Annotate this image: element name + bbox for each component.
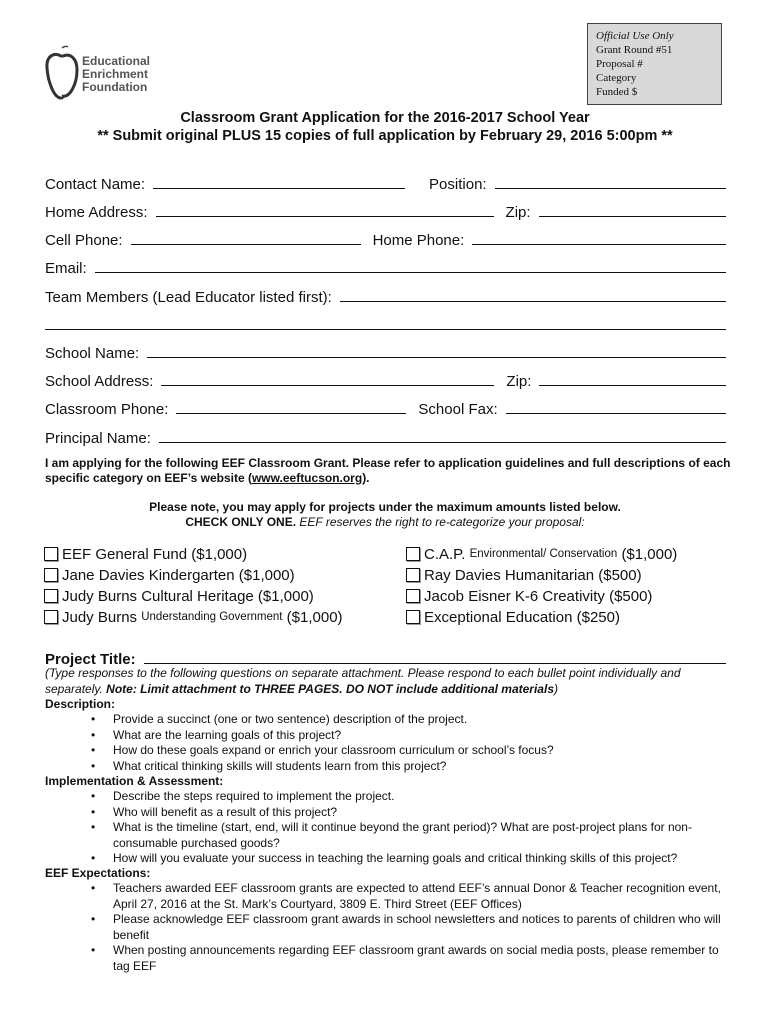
grant-label: EEF General Fund ($1,000) [62, 545, 248, 563]
applying-text-end: ). [362, 471, 370, 485]
team-members-label: Team Members (Lead Educator listed first): [45, 289, 332, 306]
list-item: • How do these goals expand or enrich your classroom curriculum or school’s focus? [45, 743, 730, 759]
grant-options-right [406, 544, 677, 627]
logo-line: Foundation [82, 80, 148, 94]
grant-label: Ray Davies Humanitarian ($500) [424, 566, 642, 584]
grant-option-ray-davies[interactable] [406, 565, 677, 585]
grant-option-eef-general-fund[interactable] [44, 544, 343, 564]
email-row [45, 255, 726, 277]
list-item: • When posting announcements regarding EEF classroom grant awards on social media posts, please remember to tag EEF [45, 943, 730, 974]
list-item: • What are the learning goals of this project? [45, 728, 730, 744]
grant-label: Judy Burns Cultural Heritage ($1,000) [62, 587, 314, 605]
position-field[interactable] [495, 187, 726, 189]
grant-label: C.A.P. [424, 545, 466, 563]
description-list [45, 712, 730, 774]
official-use-line: Category [596, 72, 637, 84]
official-use-box [587, 23, 722, 105]
school-name-field[interactable] [147, 356, 726, 358]
grant-label-amount: ($1,000) [286, 608, 343, 626]
position-label: Position: [429, 176, 487, 193]
school-name-row [45, 340, 726, 362]
checkbox[interactable] [406, 589, 420, 603]
list-item: • Please acknowledge EEF classroom grant awards in school newsletters and notices to parents of children who will benefit [45, 912, 730, 943]
grant-label: Judy Burns [62, 608, 138, 626]
contact-name-field[interactable] [153, 187, 405, 189]
submission-deadline: ** Submit original PLUS 15 copies of full application by February 29, 2016 5:00pm ** [97, 128, 673, 144]
classroom-phone-field[interactable] [176, 412, 406, 414]
description-heading: Description: [45, 697, 116, 711]
instructions-text: (Type responses to the following questions on separate attachment. Please respond to each bullet point individually and separately. [45, 666, 681, 696]
team-members-field[interactable] [340, 300, 726, 302]
home-address-row [45, 199, 726, 221]
project-title-row [45, 646, 726, 668]
apple-icon [44, 44, 80, 104]
contact-name-label: Contact Name: [45, 176, 146, 193]
applying-text: I am applying for the following EEF Classroom Grant. Please refer to application guidelines and full descriptions of each specific category on EEF’s website ( [45, 456, 731, 485]
project-instructions [45, 666, 735, 697]
grant-option-jane-davies[interactable] [44, 565, 343, 585]
list-item: • How will you evaluate your success in teaching the learning goals and critical thinking skills of this project? [45, 851, 730, 867]
instructions-end: ) [554, 681, 558, 696]
checkbox[interactable] [44, 568, 58, 582]
school-zip-field[interactable] [539, 384, 726, 386]
school-fax-field[interactable] [506, 412, 726, 414]
checkbox[interactable] [44, 589, 58, 603]
team-members-row [45, 284, 726, 306]
email-field[interactable] [95, 271, 726, 273]
grant-option-judy-burns-government[interactable] [44, 607, 343, 627]
grant-option-exceptional-education[interactable] [406, 607, 677, 627]
school-name-label: School Name: [45, 345, 140, 362]
logo-line: Educational [82, 54, 151, 68]
list-item: • Who will benefit as a result of this project? [45, 805, 730, 821]
implementation-heading: Implementation & Assessment: [45, 774, 224, 788]
cell-phone-label: Cell Phone: [45, 232, 123, 249]
list-item: • Provide a succinct (one or two sentence) description of the project. [45, 712, 730, 728]
list-item: • Teachers awarded EEF classroom grants are expected to attend EEF’s annual Donor & Teacher recognition event, April 27, 2016 at the St. Mark’s Courtyard, 3809 E. Third Street (EEF Offices) [45, 881, 730, 912]
zip-label: Zip: [505, 204, 531, 221]
check-one-text: CHECK ONLY ONE. [185, 515, 297, 529]
school-address-label: School Address: [45, 373, 154, 390]
phone-row [45, 227, 726, 249]
check-one-line [0, 515, 770, 530]
expectations-heading: EEF Expectations: [45, 866, 151, 880]
grant-label-small: Environmental/ Conservation [469, 548, 618, 560]
implementation-list [45, 789, 730, 867]
eef-website-link[interactable]: www.eeftucson.org [251, 471, 363, 485]
checkbox[interactable] [406, 568, 420, 582]
eef-logo [44, 44, 174, 104]
email-label: Email: [45, 260, 87, 277]
team-members-extra-line[interactable] [45, 329, 726, 330]
applying-instructions [45, 456, 735, 486]
grant-options-left [44, 544, 343, 627]
grant-label: Jacob Eisner K-6 Creativity ($500) [424, 587, 653, 605]
checkbox[interactable] [406, 547, 420, 561]
cell-phone-field[interactable] [131, 243, 361, 245]
home-address-field[interactable] [156, 215, 494, 217]
grant-label-small: Understanding Government [141, 611, 283, 623]
school-zip-label: Zip: [506, 373, 532, 390]
note-line: Please note, you may apply for projects under the maximum amounts listed below. [149, 500, 621, 514]
principal-name-field[interactable] [159, 441, 726, 443]
school-fax-label: School Fax: [418, 401, 498, 418]
home-phone-field[interactable] [472, 243, 726, 245]
official-use-header: Official Use Only [596, 30, 674, 42]
official-use-line: Grant Round #51 [596, 44, 673, 56]
grant-option-cap[interactable] [406, 544, 677, 564]
official-use-line: Funded $ [596, 86, 638, 98]
instructions-note: Note: Limit attachment to THREE PAGES. DO NOT include additional materials [106, 681, 554, 696]
grant-label-amount: ($1,000) [621, 545, 678, 563]
home-phone-label: Home Phone: [372, 232, 465, 249]
principal-name-label: Principal Name: [45, 430, 151, 447]
classroom-phone-row [45, 396, 726, 418]
expectations-list [45, 881, 730, 974]
school-address-field[interactable] [161, 384, 494, 386]
grant-label: Jane Davies Kindergarten ($1,000) [62, 566, 295, 584]
checkbox[interactable] [44, 547, 58, 561]
school-address-row [45, 368, 726, 390]
project-title-field[interactable] [144, 663, 726, 664]
contact-row [45, 171, 726, 193]
list-item: • Describe the steps required to implement the project. [45, 789, 730, 805]
grant-label: Exceptional Education ($250) [424, 608, 620, 626]
list-item: • What is the timeline (start, end, will it continue beyond the grant period)? What are post-project plans for non-consumable purchased goods? [45, 820, 730, 851]
home-address-label: Home Address: [45, 204, 148, 221]
principal-name-row [45, 425, 726, 447]
reserve-text: EEF reserves the right to re-categorize your proposal: [296, 515, 585, 529]
checkbox[interactable] [406, 610, 420, 624]
checkbox[interactable] [44, 610, 58, 624]
grant-option-judy-burns-cultural[interactable] [44, 586, 343, 606]
project-title-label: Project Title: [45, 651, 136, 668]
official-use-line: Proposal # [596, 58, 643, 70]
logo-line: Enrichment [82, 67, 149, 81]
page-title: Classroom Grant Application for the 2016-2017 School Year [180, 110, 590, 126]
grant-option-jacob-eisner[interactable] [406, 586, 677, 606]
zip-field[interactable] [539, 215, 726, 217]
list-item: • What critical thinking skills will students learn from this project? [45, 759, 730, 775]
classroom-phone-label: Classroom Phone: [45, 401, 169, 418]
